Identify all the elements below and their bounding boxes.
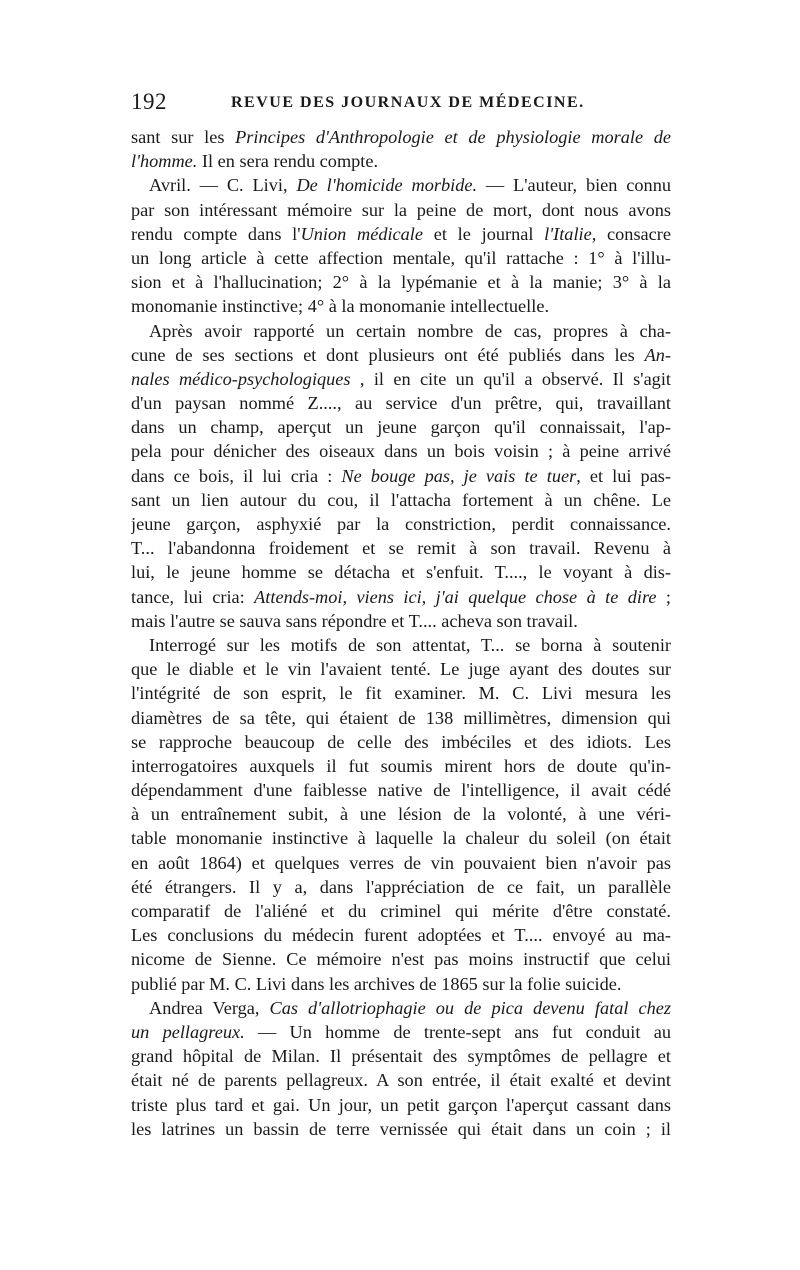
text-segment: Interrogé sur les motifs de son attentat, T... se borna à soutenir <box>149 634 671 655</box>
text-line <box>131 1044 671 1068</box>
text-segment: lui, le jeune homme se détacha et s'enfuit. T...., le voyant à dis- <box>131 562 671 583</box>
italic-text-segment: nales médico-psychologiques <box>131 368 351 389</box>
text-segment: ; <box>656 586 671 607</box>
text-segment: rendu compte dans l' <box>131 223 301 244</box>
text-segment: , et lui pas- <box>576 465 671 486</box>
text-line <box>131 488 671 512</box>
text-line <box>131 173 671 197</box>
text-line <box>131 125 671 149</box>
text-segment: — Un homme de trente-sept ans fut conduit au <box>244 1021 671 1042</box>
text-line <box>131 657 671 681</box>
text-segment: , il en cite un qu'il a observé. Il s'agit <box>350 368 671 389</box>
text-line <box>131 560 671 584</box>
text-segment: tance, lui cria: <box>131 586 255 607</box>
text-segment: que le diable et le vin l'avaient tenté. Le juge ayant des doutes sur <box>131 659 671 680</box>
text-segment: , consacre <box>591 223 671 244</box>
text-segment: se rapproche beaucoup de celle des imbéciles et des idiots. Les <box>131 731 671 752</box>
text-line <box>131 536 671 560</box>
text-segment: T... l'abandonna froidement et se remit à son travail. Revenu à <box>131 538 671 559</box>
text-line <box>131 1068 671 1092</box>
text-line <box>131 609 671 633</box>
text-segment: Avril. — C. Livi, <box>149 175 297 196</box>
italic-text-segment: An- <box>644 344 671 365</box>
text-line <box>131 899 671 923</box>
text-segment: — L'auteur, bien connu <box>477 175 671 196</box>
text-segment: monomanie instinctive; 4° à la monomanie intellectuelle. <box>131 296 550 317</box>
text-line <box>131 367 671 391</box>
text-segment: triste plus tard et gai. Un jour, un petit garçon l'aperçut cassant dans <box>131 1094 671 1115</box>
text-segment: mais l'autre se sauva sans répondre et T.... acheva son travail. <box>131 610 578 631</box>
text-segment: dans un champ, aperçut un jeune garçon qu'il connaissait, l'ap- <box>131 417 671 438</box>
text-line <box>131 415 671 439</box>
text-line <box>131 802 671 826</box>
text-line <box>131 826 671 850</box>
text-line <box>131 391 671 415</box>
text-segment: sant sur les <box>131 127 236 147</box>
page-number: 192 <box>131 89 167 114</box>
text-line <box>131 754 671 778</box>
text-segment: jeune garçon, asphyxié par la constriction, perdit connaissance. <box>131 514 671 534</box>
text-line <box>131 1093 671 1117</box>
italic-text-segment: Ne bouge pas, je vais te tuer <box>341 465 577 486</box>
text-line <box>131 343 671 367</box>
italic-text-segment: De l'homicide morbide. <box>296 175 478 196</box>
italic-text-segment: Union médicale <box>300 223 423 244</box>
text-line <box>131 512 671 536</box>
text-line <box>131 222 671 246</box>
text-line <box>131 294 671 318</box>
text-line <box>131 198 671 222</box>
text-line <box>131 947 671 971</box>
text-segment: table monomanie instinctive à laquelle la chaleur du soleil (on était <box>131 828 671 849</box>
text-line <box>131 923 671 947</box>
running-title: REVUE DES JOURNAUX DE MÉDECINE. <box>231 94 585 111</box>
text-segment: était né de parents pellagreux. A son entrée, il était exalté et devint <box>131 1070 671 1091</box>
text-line <box>131 972 671 996</box>
text-segment: Après avoir rapporté un certain nombre de cas, propres à cha- <box>149 320 671 341</box>
text-line <box>131 439 671 463</box>
text-line <box>131 585 671 609</box>
text-segment: les latrines un bassin de terre vernissée qui était dans un coin ; il <box>131 1118 671 1139</box>
page-header <box>131 88 671 118</box>
text-line <box>131 270 671 294</box>
text-line <box>131 1117 671 1141</box>
italic-text-segment: l'homme. <box>131 151 198 172</box>
text-line <box>131 319 671 343</box>
text-segment: diamètres de sa tête, qui étaient de 138 millimètres, dimension qui <box>131 707 671 728</box>
text-segment: grand hôpital de Milan. Il présentait des symptômes de pellagre et <box>131 1046 671 1067</box>
text-line <box>131 1020 671 1044</box>
text-line <box>131 149 671 173</box>
text-line <box>131 875 671 899</box>
text-line <box>131 851 671 875</box>
text-segment: Il en sera rendu compte. <box>197 151 379 172</box>
text-line <box>131 681 671 705</box>
text-segment: comparatif de l'aliéné et du criminel qui mérite d'être constaté. <box>131 901 671 921</box>
text-line <box>131 464 671 488</box>
italic-text-segment: Cas d'allotriophagie ou de pica devenu fatal chez <box>269 997 671 1018</box>
text-segment: d'un paysan nommé Z...., au service d'un prêtre, qui, travaillant <box>131 393 671 414</box>
text-segment: l'intégrité de son esprit, le fit examiner. M. C. Livi mesura les <box>131 683 671 704</box>
italic-text-segment: Attends-moi, viens ici, j'ai quelque chose à te dire <box>254 586 657 607</box>
text-line <box>131 730 671 754</box>
text-segment: pela pour dénicher des oiseaux dans un bois voisin ; à peine arrivé <box>131 441 671 462</box>
text-segment: Les conclusions du médecin furent adoptées et T.... envoyé au ma- <box>131 925 671 946</box>
text-segment: sant un lien autour du cou, il l'attacha fortement à un chêne. Le <box>131 489 671 510</box>
text-segment: sion et à l'hallucination; 2° à la lypémanie et à la manie; 3° à la <box>131 272 671 293</box>
body-text <box>131 125 671 1141</box>
text-segment: un long article à cette affection mentale, qu'il rattache : 1° à l'illu- <box>131 247 671 268</box>
text-segment: été étrangers. Il y a, dans l'appréciation de ce fait, un parallèle <box>131 876 671 897</box>
text-segment: par son intéressant mémoire sur la peine de mort, dont nous avons <box>131 199 671 220</box>
italic-text-segment: Principes d'Anthropologie et de physiologie morale de <box>235 127 671 147</box>
text-segment: interrogatoires auxquels il fut soumis mirent hors de doute qu'in- <box>131 755 671 776</box>
text-segment: en août 1864) et quelques verres de vin pouvaient bien n'avoir pas <box>131 852 671 873</box>
text-line <box>131 246 671 270</box>
text-line <box>131 633 671 657</box>
text-line <box>131 778 671 802</box>
text-segment: Andrea Verga, <box>149 997 270 1018</box>
text-segment: nicome de Sienne. Ce mémoire n'est pas moins instructif que celui <box>131 949 671 970</box>
text-line <box>131 996 671 1020</box>
text-segment: publié par M. C. Livi dans les archives de 1865 sur la folie suicide. <box>131 973 622 994</box>
text-segment: à un entraînement subit, à une lésion de la volonté, à une véri- <box>131 804 671 825</box>
text-segment: dans ce bois, il lui cria : <box>131 465 342 486</box>
text-segment: cune de ses sections et dont plusieurs ont été publiés dans les <box>131 344 645 365</box>
text-segment: dépendamment d'une faiblesse native de l'intelligence, il avait cédé <box>131 780 671 801</box>
text-segment: et le journal <box>423 223 545 244</box>
italic-text-segment: l'Italie <box>544 223 592 244</box>
text-line <box>131 706 671 730</box>
italic-text-segment: un pellagreux. <box>131 1021 245 1042</box>
